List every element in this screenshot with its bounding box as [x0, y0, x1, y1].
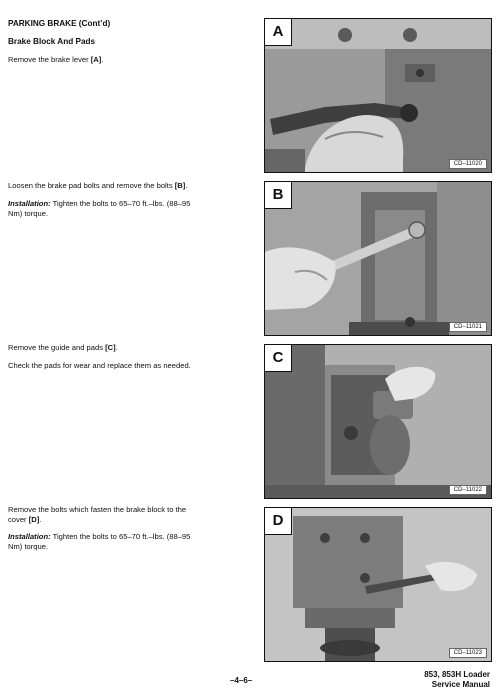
step-d-text: Remove the bolts which fasten the brake block to the cover [D]. — [8, 505, 187, 524]
step-c-text: Remove the guide and pads [C]. — [8, 343, 118, 352]
model-line: 853, 853H Loader — [424, 670, 490, 679]
figure-d-label: D — [265, 508, 292, 535]
figure-d-caption: CD–11023 — [449, 648, 487, 658]
figure-b-photo — [264, 181, 492, 336]
figure-b-illustration — [265, 182, 492, 336]
figure-a-label: A — [265, 19, 292, 46]
figure-d-photo — [264, 507, 492, 662]
step-c-check: Check the pads for wear and replace them as needed. — [8, 361, 191, 370]
figure-c-label: C — [265, 345, 292, 372]
manual-title — [424, 670, 490, 690]
figure-a-caption: CD–11020 — [449, 159, 487, 169]
figure-b-caption: CD–11021 — [449, 322, 487, 332]
figure-a-photo — [264, 18, 492, 173]
page-number: –4–6– — [230, 676, 253, 685]
figure-c-caption: CD–11022 — [449, 485, 487, 495]
section-title: PARKING BRAKE (Cont’d) — [8, 19, 111, 28]
step-b-text: Loosen the brake pad bolts and remove the bolts [B]. — [8, 181, 188, 190]
figure-c-photo — [264, 344, 492, 499]
step-a-text: Remove the brake lever [A]. — [8, 55, 104, 64]
figure-c-illustration — [265, 345, 492, 499]
figure-d-illustration — [265, 508, 492, 662]
figure-b-label: B — [265, 182, 292, 209]
step-d-installation: Installation: Tighten the bolts to 65–70 ft.–lbs. (88–95 Nm) torque. — [8, 532, 191, 551]
manual-line: Service Manual — [431, 680, 490, 689]
subsection-title: Brake Block And Pads — [8, 37, 96, 46]
figure-a-illustration — [265, 19, 492, 173]
step-b-installation: Installation: Tighten the bolts to 65–70 ft.–lbs. (88–95 Nm) torque. — [8, 199, 191, 218]
